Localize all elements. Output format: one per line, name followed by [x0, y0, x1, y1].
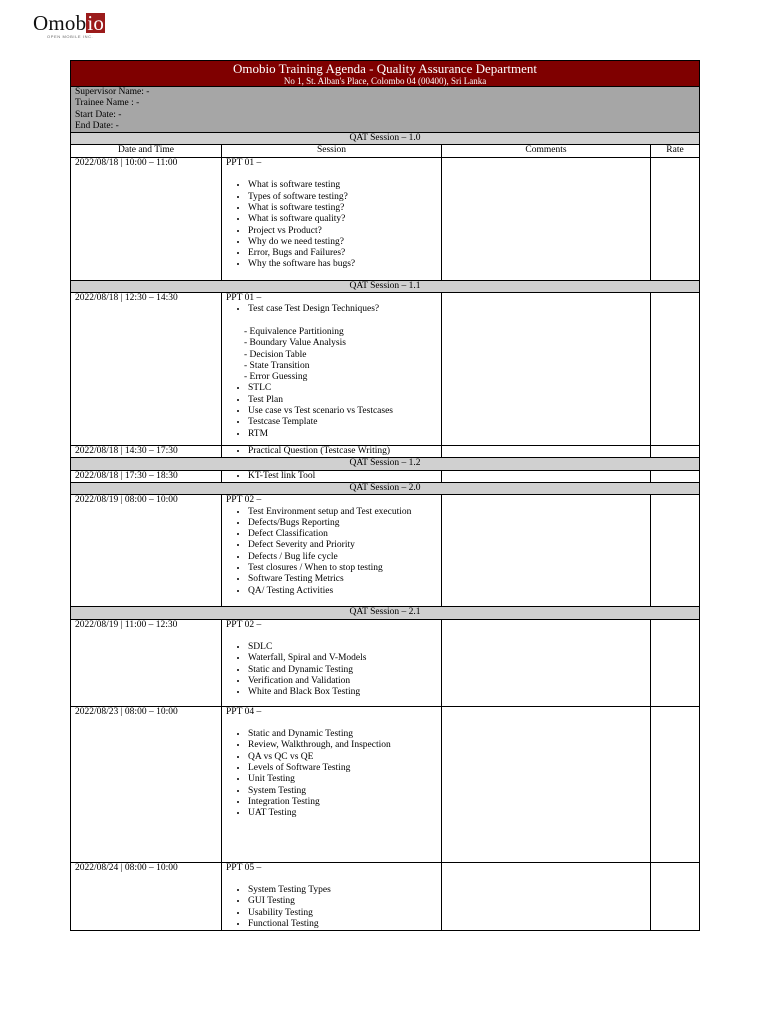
topic-item: • What is software testing — [248, 180, 437, 191]
ppt-label: PPT 04 – — [226, 706, 262, 717]
topic-item: • Verification and Validation — [248, 676, 437, 687]
rate-cell[interactable] — [651, 446, 700, 458]
rate-cell[interactable] — [651, 293, 700, 446]
column-header-session: Session — [222, 145, 442, 157]
topic-item: • KT-Test link Tool — [248, 471, 437, 482]
comments-cell[interactable] — [442, 446, 651, 458]
row-date: 2022/08/18 | 12:30 – 14:30 — [71, 293, 222, 446]
agenda-row — [71, 862, 700, 931]
supervisor-name: Supervisor Name: - — [75, 87, 150, 97]
row-date: 2022/08/19 | 11:00 – 12:30 — [71, 619, 222, 706]
ppt-label: PPT 01 – — [226, 157, 262, 168]
topic-item: • Defect Classification — [248, 529, 437, 540]
rate-cell[interactable] — [651, 157, 700, 280]
topic-item: • Test Environment setup and Test execution — [248, 507, 437, 518]
rate-cell[interactable] — [651, 619, 700, 706]
topic-item: • SDLC — [248, 642, 437, 653]
session-header-2-0: QAT Session – 2.0 — [71, 482, 700, 494]
topic-item: • Levels of Software Testing — [248, 763, 437, 774]
trainee-name: Trainee Name : - — [75, 98, 140, 109]
column-header-row — [71, 145, 700, 157]
agenda-row — [71, 706, 700, 862]
comments-cell[interactable] — [442, 157, 651, 280]
topic-item: • Integration Testing — [248, 797, 437, 808]
agenda-row — [71, 495, 700, 607]
topic-item: • Usability Testing — [248, 908, 437, 919]
topic-item: • Waterfall, Spiral and V-Models — [248, 653, 437, 664]
row-session — [222, 619, 442, 706]
topic-item: • Defect Severity and Priority — [248, 540, 437, 551]
logo-highlight: io — [87, 11, 105, 35]
rate-cell[interactable] — [651, 470, 700, 482]
topic-item: • Use case vs Test scenario vs Testcases — [248, 406, 437, 417]
column-header-comments: Comments — [442, 145, 651, 157]
agenda-title: Omobio Training Agenda - Quality Assurance Department — [233, 61, 538, 76]
column-header-rate: Rate — [651, 145, 700, 157]
row-session — [222, 157, 442, 280]
topic-item: • White and Black Box Testing — [248, 687, 437, 698]
row-date: 2022/08/19 | 08:00 – 10:00 — [71, 495, 222, 607]
agenda-row — [71, 293, 700, 446]
topic-item: • Static and Dynamic Testing — [248, 665, 437, 676]
technique-item: - Error Guessing — [244, 372, 308, 383]
comments-cell[interactable] — [442, 619, 651, 706]
row-session — [222, 293, 442, 446]
agenda-table — [70, 60, 700, 931]
comments-cell[interactable] — [442, 862, 651, 931]
column-header-date: Date and Time — [71, 145, 222, 157]
row-date: 2022/08/18 | 17:30 – 18:30 — [71, 470, 222, 482]
topic-item: • Testcase Template — [248, 417, 437, 428]
comments-cell[interactable] — [442, 495, 651, 607]
topic-item: • What is software quality? — [248, 214, 437, 225]
logo-text: Omob — [33, 11, 87, 35]
technique-item: - Equivalence Partitioning — [244, 326, 344, 337]
agenda-row — [71, 619, 700, 706]
row-session — [222, 470, 442, 482]
session-header-1-2: QAT Session – 1.2 — [71, 458, 700, 470]
comments-cell[interactable] — [442, 470, 651, 482]
row-session — [222, 495, 442, 607]
company-logo — [33, 12, 105, 39]
agenda-address: No 1, St. Alban's Place, Colombo 04 (00400), Sri Lanka — [283, 76, 487, 86]
technique-item: - Boundary Value Analysis — [244, 338, 346, 349]
topic-item: • Test closures / When to stop testing — [248, 563, 437, 574]
topic-item: • Static and Dynamic Testing — [248, 729, 437, 740]
rate-cell[interactable] — [651, 862, 700, 931]
agenda-row — [71, 157, 700, 280]
end-date: End Date: - — [75, 120, 119, 131]
ppt-label: PPT 05 – — [226, 862, 262, 873]
trainee-info-row — [71, 87, 700, 133]
topic-item: • Functional Testing — [248, 919, 437, 930]
session-header-1-1: QAT Session – 1.1 — [71, 280, 700, 292]
rate-cell[interactable] — [651, 495, 700, 607]
topic-item: • Defects/Bugs Reporting — [248, 518, 437, 529]
start-date: Start Date: - — [75, 109, 122, 120]
session-header-1-0: QAT Session – 1.0 — [71, 133, 700, 145]
agenda-row — [71, 446, 700, 458]
row-session — [222, 446, 442, 458]
topic-item: • Why do we need testing? — [248, 237, 437, 248]
topic-item: • Test case Test Design Techniques? — [248, 304, 437, 315]
topic-item: • What is software testing? — [248, 203, 437, 214]
topic-item: • Project vs Product? — [248, 226, 437, 237]
session-header-2-1: QAT Session – 2.1 — [71, 607, 700, 619]
row-date: 2022/08/23 | 08:00 – 10:00 — [71, 706, 222, 862]
technique-item: - Decision Table — [244, 349, 307, 360]
agenda-row — [71, 470, 700, 482]
topic-item: • Test Plan — [248, 395, 437, 406]
row-session — [222, 706, 442, 862]
topic-item: • System Testing — [248, 786, 437, 797]
logo-tagline: OPEN MOBILE INC. — [47, 34, 94, 39]
ppt-label: PPT 02 – — [226, 619, 262, 630]
topic-item: • Error, Bugs and Failures? — [248, 248, 437, 259]
topic-item: • UAT Testing — [248, 808, 437, 819]
comments-cell[interactable] — [442, 706, 651, 862]
row-date: 2022/08/18 | 10:00 – 11:00 — [71, 157, 222, 280]
row-date: 2022/08/18 | 14:30 – 17:30 — [71, 446, 222, 458]
topic-item: • Review, Walkthrough, and Inspection — [248, 740, 437, 751]
topic-item: • QA/ Testing Activities — [248, 586, 437, 597]
ppt-label: PPT 02 – — [226, 495, 262, 506]
row-date: 2022/08/24 | 08:00 – 10:00 — [71, 862, 222, 931]
topic-item: • System Testing Types — [248, 885, 437, 896]
topic-item: • QA vs QC vs QE — [248, 752, 437, 763]
topic-item: • GUI Testing — [248, 896, 437, 907]
topic-item: • Practical Question (Testcase Writing) — [248, 446, 437, 457]
topic-item: • RTM — [248, 429, 437, 440]
topic-item: • STLC — [248, 383, 437, 394]
topic-item: • Defects / Bug life cycle — [248, 552, 437, 563]
topic-item: • Unit Testing — [248, 774, 437, 785]
comments-cell[interactable] — [442, 293, 651, 446]
title-row — [71, 61, 700, 87]
topic-item: • Types of software testing? — [248, 192, 437, 203]
row-session — [222, 862, 442, 931]
ppt-label: PPT 01 – — [226, 293, 262, 304]
technique-item: - State Transition — [244, 360, 310, 371]
topic-item: • Why the software has bugs? — [248, 259, 437, 270]
topic-item: • Software Testing Metrics — [248, 574, 437, 585]
rate-cell[interactable] — [651, 706, 700, 862]
